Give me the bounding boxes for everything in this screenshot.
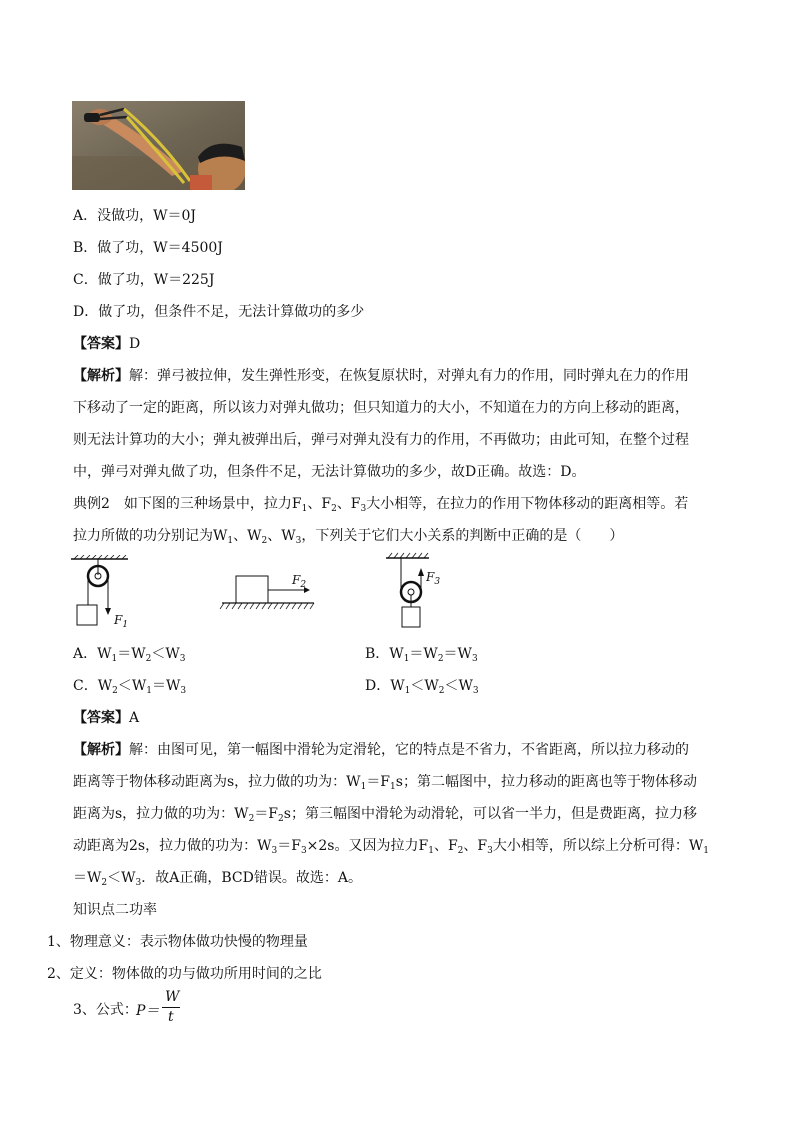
option-2-a: A．$W_1=W_2<W_3$ xyxy=(73,646,186,664)
answer-1 xyxy=(73,334,140,354)
example-2-line-1: 典例2 如下图的三种场景中，拉力$F_1$、$F_2$、$F_3$大小相等，在拉力的作用下物体移动的距离相等。若 xyxy=(73,496,689,514)
force-label-f1: $F_1$ xyxy=(114,613,129,630)
force-label-f3: $F_3$ xyxy=(426,570,441,587)
option-b: B．做了功，W＝4500J xyxy=(73,240,223,256)
analysis-1-line-4: 中，弹弓对弹丸做了功，但条件不足，无法计算做功的多少，故D正确。故选：D。 xyxy=(73,464,586,480)
force-label-f2: $F_2$ xyxy=(292,573,307,590)
formula-lhs: P＝ xyxy=(136,1003,160,1019)
option-d: D．做了功，但条件不足，无法计算做功的多少 xyxy=(73,304,365,320)
analysis-text: 解：弹弓被拉伸，发生弹性形变，在恢复原状时，对弹丸有力的作用，同时弹丸在力的作用 xyxy=(129,368,689,384)
example-2-line-2: 拉力所做的功分别记为$W_1$、$W_2$、$W_3$，下列关于它们大小关系的判断中正确的是（ ） xyxy=(73,528,624,546)
answer-2: 【答案】A xyxy=(73,710,140,726)
analysis-label: 【解析】 xyxy=(73,368,129,384)
analysis-2-line-1: 【解析】解：由图可见，第一幅图中滑轮为定滑轮，它的特点是不省力，不省距离，所以拉力移动的 xyxy=(73,742,689,758)
slingshot-photo xyxy=(72,101,245,190)
section-title: 知识点二功率 xyxy=(73,902,157,918)
definition-item-2: 2、定义：物体做的功与做功所用时间的之比 xyxy=(47,966,322,982)
formula-numerator: W xyxy=(165,989,180,1005)
fraction-bar xyxy=(162,1007,180,1008)
analysis-1-line-3: 则无法计算功的大小；弹丸被弹出后，弹弓对弹丸没有力的作用，不再做功；由此可知，在整个过程 xyxy=(73,432,689,448)
definition-item-3: 3、公式： xyxy=(73,1002,138,1018)
definition-item-1: 1、物理意义：表示物体做功快慢的物理量 xyxy=(47,934,308,950)
option-2-d: D．$W_1<W_2<W_3$ xyxy=(365,678,479,696)
option-c: C．做了功，W＝225J xyxy=(73,272,215,288)
formula-denominator: t xyxy=(168,1009,174,1025)
analysis-2-line-4: 动距离为2s，拉力做的功为：$W_3=F_3\times 2s$。又因为拉力$F_1$、$F_2$、$F_3$大小相等，所以综上分析可得：$W_1$ xyxy=(73,838,709,856)
answer-value: D xyxy=(129,336,141,352)
analysis-2-line-2: 距离等于物体移动距离为s，拉力做的功为：$W_1=F_1s$；第二幅图中，拉力移动的距离也等于物体移动 xyxy=(73,774,697,792)
answer-label: 【答案】 xyxy=(73,336,129,352)
option-2-c: C．$W_2<W_1=W_3$ xyxy=(73,678,187,696)
analysis-1-line-2: 下移动了一定的距离，所以该力对弹丸做功；但只知道力的大小，不知道在力的方向上移动的距离， xyxy=(73,400,689,416)
analysis-1-line-1 xyxy=(73,366,689,386)
slingshot-image xyxy=(72,101,245,190)
option-a: A．没做功，W＝0J xyxy=(73,208,197,224)
analysis-2-line-5: $=W_2<W_3$．故A正确，BCD错误。故选：A。 xyxy=(73,870,362,888)
option-2-b: B．$W_1=W_2=W_3$ xyxy=(365,646,478,664)
analysis-2-line-3: 距离为s，拉力做的功为：$W_2=F_2s$；第三幅图中滑轮为动滑轮，可以省一半力，但是费距离，拉力移 xyxy=(73,806,697,824)
movable-pulley-diagram xyxy=(384,552,444,632)
